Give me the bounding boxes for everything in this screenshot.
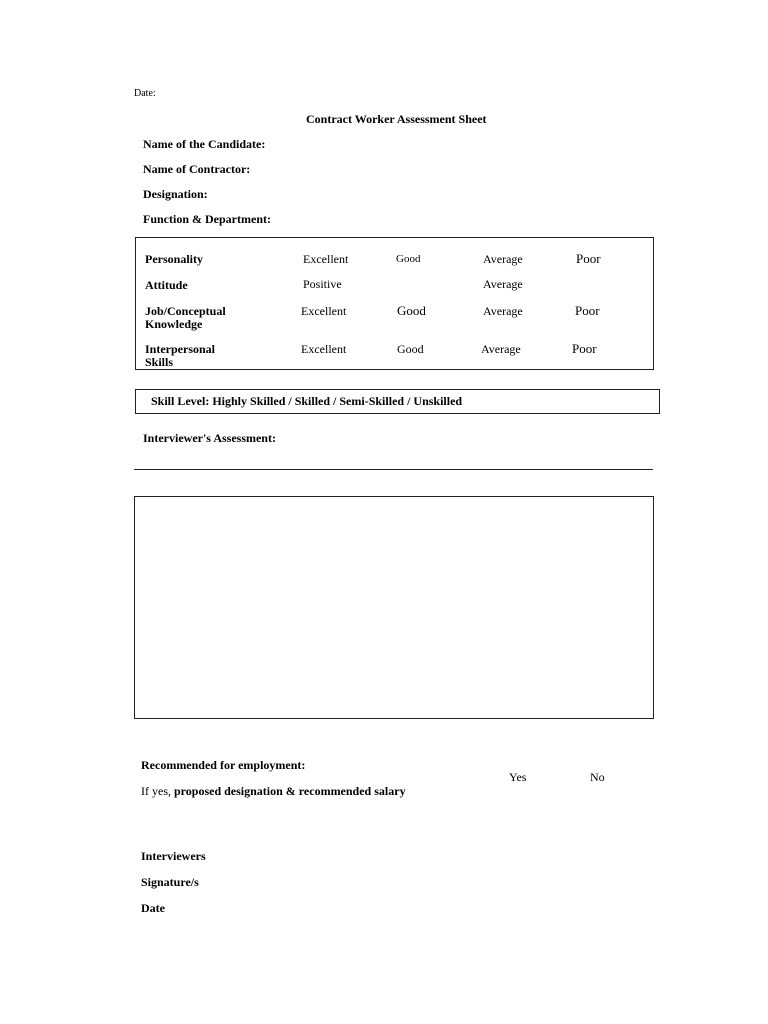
if-yes-prefix: If yes, <box>141 784 171 798</box>
rating-option[interactable]: Good <box>396 253 421 265</box>
skill-level-options[interactable]: Highly Skilled / Skilled / Semi-Skilled / Unskilled <box>212 394 463 408</box>
skill-level-line <box>151 394 462 409</box>
interviewers-label: Interviewers <box>141 849 206 863</box>
rating-option[interactable]: Excellent <box>303 252 349 266</box>
rating-option[interactable]: Poor <box>576 251 601 266</box>
rating-option[interactable]: Positive <box>303 277 342 291</box>
signatures-label: Signature/s <box>141 875 199 889</box>
rating-option[interactable]: Average <box>483 252 523 266</box>
rating-label-interpersonal-line2: Skills <box>145 355 174 369</box>
rating-option[interactable]: Poor <box>575 303 600 318</box>
recommended-label: Recommended for employment: <box>141 758 306 772</box>
date-label: Date: <box>134 88 156 99</box>
contractor-name-label: Name of Contractor: <box>143 162 251 176</box>
rating-option[interactable]: Average <box>483 304 523 318</box>
interviewer-assessment-label: Interviewer's Assessment: <box>143 431 276 445</box>
candidate-name-label: Name of the Candidate: <box>143 137 266 151</box>
rating-label-knowledge-line2: Knowledge <box>145 317 203 331</box>
rating-option[interactable]: Excellent <box>301 342 347 356</box>
designation-label: Designation: <box>143 187 208 201</box>
rating-label-personality: Personality <box>145 252 203 266</box>
form-title: Contract Worker Assessment Sheet <box>306 112 487 126</box>
rating-option[interactable]: Average <box>481 342 521 356</box>
assessment-textarea[interactable] <box>134 496 654 719</box>
function-department-label: Function & Department: <box>143 212 271 226</box>
if-yes-line <box>141 784 406 799</box>
rating-option[interactable]: Poor <box>572 341 597 356</box>
rating-label-knowledge: Job/Conceptual <box>145 304 226 318</box>
rating-option[interactable]: Excellent <box>301 304 347 318</box>
rating-label-attitude: Attitude <box>145 278 188 292</box>
skill-level-prefix: Skill Level: <box>151 394 210 408</box>
signoff-date-label: Date <box>141 901 165 915</box>
if-yes-detail: proposed designation & recommended salary <box>174 784 406 798</box>
recommend-yes-option[interactable]: Yes <box>509 770 527 784</box>
rating-label-interpersonal: Interpersonal <box>145 342 215 356</box>
rating-option[interactable]: Average <box>483 277 523 291</box>
rating-option[interactable]: Good <box>397 342 424 356</box>
assessment-underline <box>134 469 653 470</box>
rating-option[interactable]: Good <box>397 303 426 318</box>
recommend-no-option[interactable]: No <box>590 770 605 784</box>
